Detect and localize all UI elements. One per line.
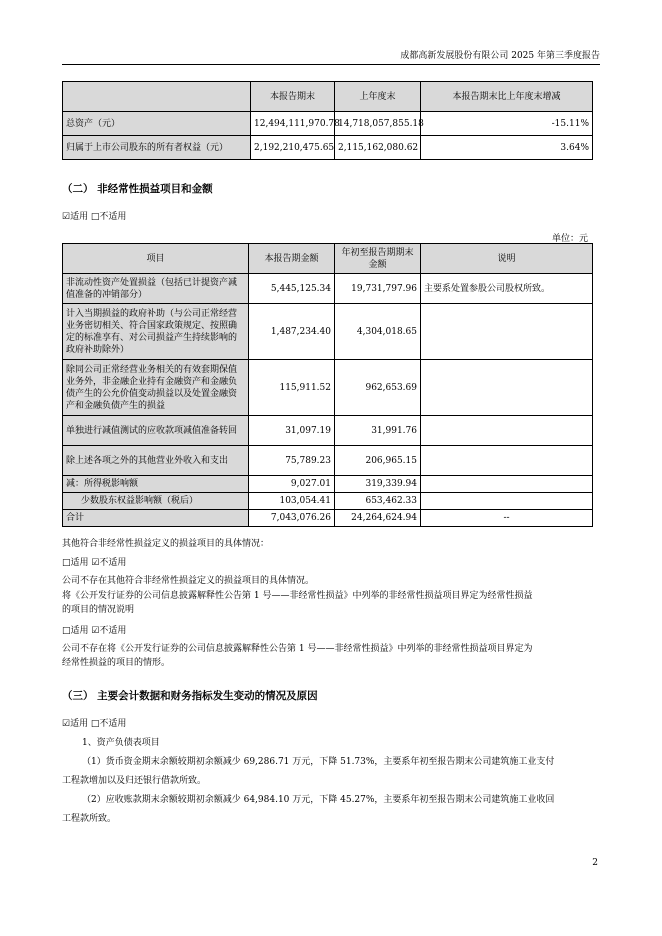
paragraph: （1）货币资金期末余额较期初余额减少 69,286.71 万元，下降 51.73%，主要系年初至报告期末公司建筑施工业支付 <box>82 757 555 767</box>
t1-header-blank <box>63 82 251 112</box>
table-row <box>63 446 593 476</box>
note-cell <box>421 446 593 476</box>
row-label: 除同公司正常经营业务相关的有效套期保值业务外，非金融企业持有金融资产和金融负债产生的公允价值变动损益以及处置金融资产和金融负债产生的损益 <box>63 360 249 416</box>
t2-header-note: 说明 <box>421 244 593 274</box>
value-cell: 19,731,797.96 <box>335 274 421 304</box>
applicability-check: □适用 ☑不适用 <box>62 626 127 636</box>
value-cell: 31,991.76 <box>335 416 421 446</box>
value-cell: 319,339.94 <box>335 476 421 493</box>
t2-header-item: 项目 <box>63 244 249 274</box>
t2-header-ytd-amount: 年初至报告期期末金额 <box>335 244 421 274</box>
applicability-check: □适用 ☑不适用 <box>62 558 127 568</box>
value-cell: 4,304,018.65 <box>335 304 421 360</box>
value-cell: 2,192,210,475.65 <box>251 136 335 160</box>
table-row <box>63 510 593 527</box>
value-cell: 962,653.69 <box>335 360 421 416</box>
balance-summary-table <box>62 81 593 160</box>
table-row <box>63 136 593 160</box>
page-header-title: 成都高新发展股份有限公司 2025 年第三季度报告 <box>400 51 600 61</box>
value-cell: 115,911.52 <box>249 360 335 416</box>
row-label: 减：所得税影响额 <box>63 476 249 493</box>
reclassification-note: 将《公开发行证券的公司信息披露解释性公告第 1 号——非经常性损益》中列举的非经常性损益项目界定为经常性损益 <box>62 591 533 601</box>
table-row <box>63 304 593 360</box>
t1-header-change: 本报告期末比上年度末增减 <box>421 82 593 112</box>
note-cell <box>421 360 593 416</box>
applicability-check: ☑适用 □不适用 <box>62 212 127 222</box>
paragraph-cont: 工程款增加以及归还银行借款所致。 <box>62 776 207 786</box>
row-label: 单独进行减值测试的应收款项减值准备转回 <box>63 416 249 446</box>
item-heading: 1、资产负债表项目 <box>82 738 160 748</box>
value-cell: 5,445,125.34 <box>249 274 335 304</box>
row-label: 除上述各项之外的其他营业外收入和支出 <box>63 446 249 476</box>
reclassification-note-cont: 的项目的情况说明 <box>62 605 135 615</box>
value-cell: 1,487,234.40 <box>249 304 335 360</box>
note-cell <box>421 493 593 510</box>
reclassification-text-cont: 经常性损益的项目的情形。 <box>62 658 171 668</box>
row-label: 合计 <box>63 510 249 527</box>
value-cell: 653,462.33 <box>335 493 421 510</box>
value-cell: 75,789.23 <box>249 446 335 476</box>
value-cell: 2,115,162,080.62 <box>335 136 421 160</box>
note-cell <box>421 476 593 493</box>
section-title-nonrecurring: （二） 非经常性损益项目和金额 <box>62 183 213 195</box>
table-row <box>63 476 593 493</box>
value-cell: 9,027.01 <box>249 476 335 493</box>
value-cell: 31,097.19 <box>249 416 335 446</box>
section-title-changes: （三） 主要会计数据和财务指标发生变动的情况及原因 <box>62 690 318 702</box>
table-row <box>63 274 593 304</box>
row-label: 少数股东权益影响额（税后） <box>63 493 249 510</box>
nonrecurring-items-table <box>62 243 593 527</box>
value-cell: 3.64% <box>421 136 593 160</box>
value-cell: -15.11% <box>421 112 593 136</box>
table-row <box>63 112 593 136</box>
table-row <box>63 360 593 416</box>
value-cell: 14,718,057,855.18 <box>335 112 421 136</box>
header-rule <box>62 64 600 65</box>
note-cell <box>421 304 593 360</box>
page-number: 2 <box>592 858 598 868</box>
value-cell: 12,494,111,970.78 <box>251 112 335 136</box>
value-cell: 103,054.41 <box>249 493 335 510</box>
value-cell: 24,264,624.94 <box>335 510 421 527</box>
paragraph: （2）应收账款期末余额较期初余额减少 64,984.10 万元，下降 45.27%，主要系年初至报告期末公司建筑施工业收回 <box>82 795 555 805</box>
value-cell: 7,043,076.26 <box>249 510 335 527</box>
row-label: 总资产（元） <box>63 112 251 136</box>
note-cell: 主要系处置参股公司股权所致。 <box>421 274 593 304</box>
note-cell <box>421 416 593 446</box>
other-items-note: 其他符合非经常性损益定义的损益项目的具体情况： <box>62 539 270 549</box>
row-label: 计入当期损益的政府补助（与公司正常经营业务密切相关、符合国家政策规定、按照确定的标准享有、对公司损益产生持续影响的政府补助除外） <box>63 304 249 360</box>
row-label: 归属于上市公司股东的所有者权益（元） <box>63 136 251 160</box>
reclassification-text: 公司不存在将《公开发行证券的公司信息披露解释性公告第 1 号——非经常性损益》中列举的非经常性损益项目界定为 <box>62 644 533 654</box>
t2-header-period-amount: 本报告期金额 <box>249 244 335 274</box>
row-label: 非流动性资产处置损益（包括已计提资产减值准备的冲销部分） <box>63 274 249 304</box>
applicability-check: ☑适用 □不适用 <box>62 719 127 729</box>
paragraph-cont: 工程款所致。 <box>62 814 117 824</box>
unit-label: 单位：元 <box>551 234 588 244</box>
table-row <box>63 416 593 446</box>
t1-header-prior-year-end: 上年度末 <box>335 82 421 112</box>
t1-header-period-end: 本报告期末 <box>251 82 335 112</box>
value-cell: 206,965.15 <box>335 446 421 476</box>
other-items-text: 公司不存在其他符合非经常性损益定义的损益项目的具体情况。 <box>62 576 315 586</box>
table-row <box>63 493 593 510</box>
note-cell: -- <box>421 510 593 527</box>
